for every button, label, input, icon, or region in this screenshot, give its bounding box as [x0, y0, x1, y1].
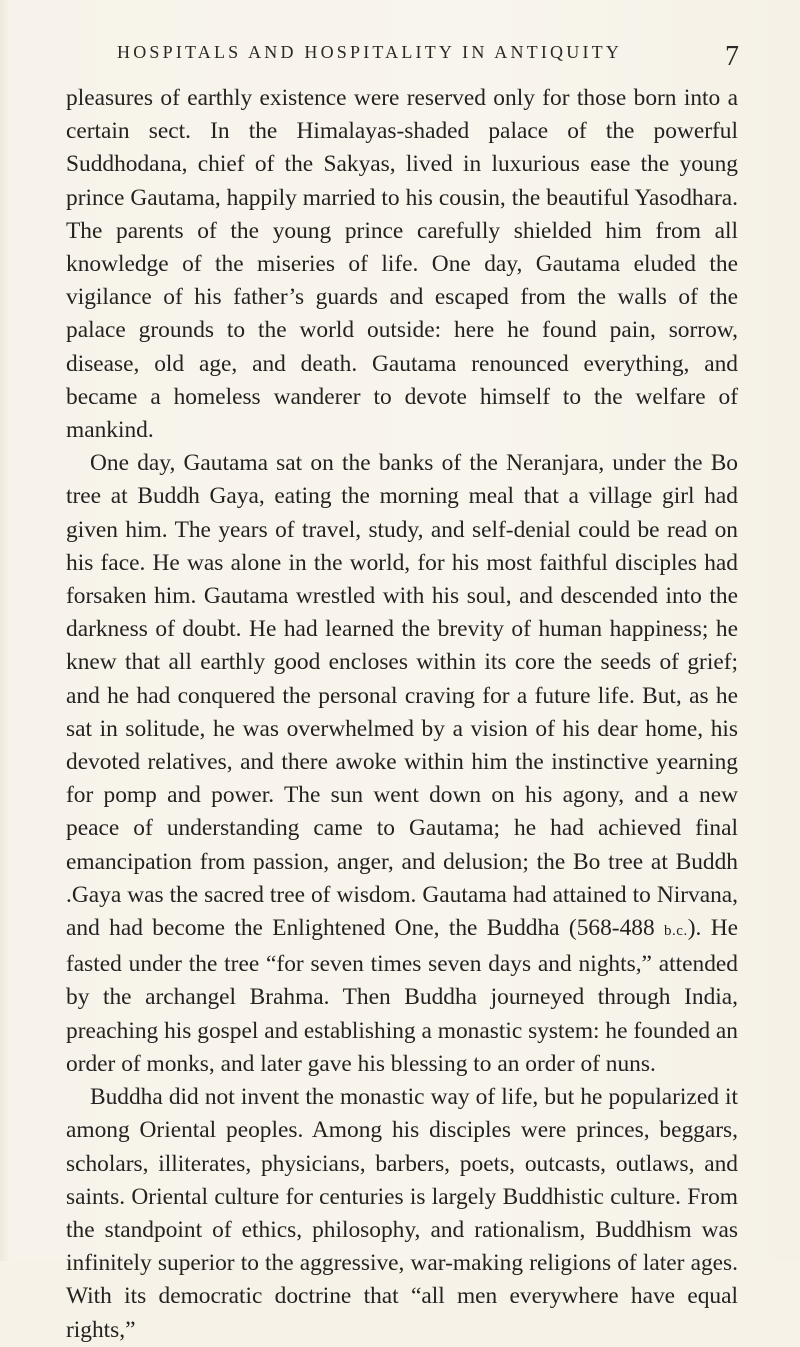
- running-title: HOSPITALS AND HOSPITALITY IN ANTIQUITY: [117, 42, 623, 62]
- paragraph-2-part-1: One day, Gautama sat on the banks of the Neranjara, under the Bo tree at Buddh Gaya, eating the morning meal that a village girl had given him. The years of travel, study, and self-denial could be read on his face. He was alone in the world, for his most faithful disciples had forsaken him. Gautama wrestled with his soul, and descended into the darkness of doubt. He had learned the brevity of human happiness; he knew that all earthly good encloses within its core the seeds of grief; and he had conquered the personal craving for a future life. But, as he sat in solitude, he was overwhelmed by a vision of his dear home, his devoted relatives, and there awoke within him the instinctive yearning for pomp and power. The sun went down on his agony, and a new peace of understanding came to Gautama; he had achieved final emancipation from passion, anger, and delusion; the Bo tree at Buddh .Gaya was the sacred tree of wisdom. Gautama had attained to Nirvana, and had become the Enlightened One, the Buddha (568-488: [66, 450, 738, 942]
- page-number: 7: [725, 41, 739, 72]
- running-head: [117, 36, 739, 72]
- paragraph-2: [66, 447, 738, 1081]
- paragraph-3: Buddha did not invent the monastic way of life, but he popularized it among Oriental peoples. Among his disciples were princes, beggars, scholars, illiterates, physicians, barbers, poets, outcasts, outlaws, and saints. Oriental culture for centuries is largely Buddhistic culture. From the standpoint of ethics, philosophy, and rationalism, Buddhism was infinitely superior to the aggressive, war-making religions of later ages. With its democratic doctrine that “all men everywhere have equal rights,”: [66, 1084, 738, 1343]
- era-abbreviation: b.c.: [664, 923, 688, 940]
- body-text: [66, 82, 738, 1347]
- paragraph-1: pleasures of earthly existence were reserved only for those born into a certain sect. In the Himalayas-shaded palace of the powerful Suddhodana, chief of the Sakyas, lived in luxurious ease the young prince Gautama, happily married to his cousin, the beautiful Yasodhara. The parents of the young prince carefully shielded him from all knowledge of the miseries of life. One day, Gautama eluded the vigilance of his father’s guards and escaped from the walls of the palace grounds to the world outside: here he found pain, sorrow, disease, old age, and death. Gautama renounced everything, and became a homeless wanderer to devote himself to the welfare of mankind.: [66, 85, 738, 444]
- paragraph-2-part-2: ). He fasted under the tree “for seven times seven days and nights,” attended by the archangel Brahma. Then Buddha journeyed through India, preaching his gospel and establishing a monastic system: he founded an order of monks, and later gave his blessing to an order of nuns.: [66, 915, 738, 1077]
